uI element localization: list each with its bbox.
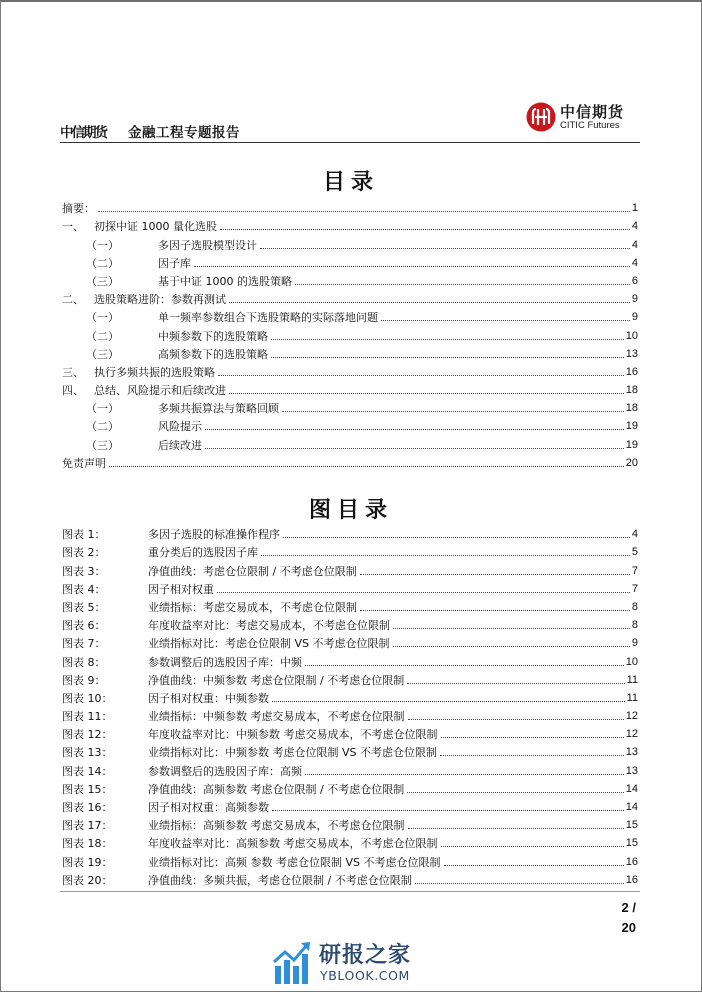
dot-leader [271, 339, 624, 340]
figure-entry[interactable] [62, 523, 638, 541]
figure-entry-page: 13 [625, 764, 638, 777]
dot-leader [271, 357, 624, 358]
toc-entry-label: 后续改进 [158, 438, 202, 452]
toc-entry-number: （二） [86, 256, 119, 270]
dot-leader [381, 320, 630, 321]
figure-entry-number: 图表 10： [62, 691, 113, 705]
toc-entry[interactable] [62, 452, 638, 470]
page-current: 2 [621, 900, 629, 915]
toc-entry[interactable] [62, 415, 638, 433]
dot-leader [360, 610, 630, 611]
figure-entry-label: 业绩指标对比：中频参数 考虑仓位限制 VS 不考虑仓位限制 [148, 746, 437, 760]
figure-entry-label: 业绩指标：中频参数 考虑交易成本，不考虑仓位限制 [148, 710, 405, 724]
toc-entry-number: 三、 [62, 365, 84, 379]
header-report-type: 金融工程专题报告 [128, 125, 240, 141]
dot-leader [229, 393, 624, 394]
rising-bar-chart-icon [273, 940, 313, 984]
toc-entry-label: 总结、风险提示和后续改进 [94, 384, 226, 398]
dot-leader [98, 211, 630, 212]
figure-entry[interactable] [62, 832, 638, 850]
toc-entry-page: 9 [631, 311, 638, 324]
figure-entry-label: 参数调整后的选股因子库：高频 [148, 764, 302, 778]
figure-entry[interactable] [62, 778, 638, 796]
dot-leader [393, 646, 630, 647]
figure-entry-number: 图表 15： [62, 782, 113, 796]
toc-entry-page: 1 [631, 202, 638, 215]
toc-entry-number: （三） [86, 274, 119, 288]
figure-entry-number: 图表 2： [62, 546, 106, 560]
figure-entry-label: 业绩指标对比：考虑仓位限制 VS 不考虑仓位限制 [148, 637, 390, 651]
toc-entry-label: 多因子选股模型设计 [158, 238, 257, 252]
figure-entry-page: 4 [631, 528, 638, 541]
toc-entry-number: （二） [86, 329, 119, 343]
figure-entry[interactable] [62, 723, 638, 741]
footer-divider [60, 891, 640, 892]
figure-entry-label: 参数调整后的选股因子库：中频 [148, 655, 302, 669]
dot-leader [444, 865, 624, 866]
figure-entry[interactable] [62, 850, 638, 868]
toc-entry-page: 6 [631, 274, 638, 287]
toc-entry[interactable] [62, 324, 638, 342]
toc-entry[interactable] [62, 233, 638, 251]
figure-entry[interactable] [62, 814, 638, 832]
toc-entry[interactable] [62, 197, 638, 215]
figure-entry[interactable] [62, 541, 638, 559]
page-header [60, 96, 638, 140]
figure-entry-label: 净值曲线：中频参数 考虑仓位限制 / 不考虑仓位限制 [148, 673, 405, 687]
figure-entry-label: 因子相对权重：中频参数 [148, 691, 269, 705]
dot-leader [407, 683, 624, 684]
toc-entry-number: （一） [86, 402, 119, 416]
toc-entry[interactable] [62, 252, 638, 270]
header-company: 中信期货 [60, 125, 106, 141]
figure-entry-number: 图表 11： [62, 710, 113, 724]
toc-entry-label: 初探中证 1000 量化选股 [94, 220, 217, 234]
toc-entry-page: 19 [625, 438, 638, 451]
figure-entry-number: 图表 4： [62, 582, 106, 596]
figure-entry[interactable] [62, 705, 638, 723]
figure-entry-number: 图表 8： [62, 655, 106, 669]
table-of-contents [62, 197, 638, 470]
toc-entry-page: 13 [625, 347, 638, 360]
figure-entry[interactable] [62, 796, 638, 814]
dot-leader [415, 883, 624, 884]
toc-entry-number: 四、 [62, 384, 84, 398]
figure-entry-number: 图表 12： [62, 728, 113, 742]
figure-entry-label: 因子相对权重 [148, 582, 214, 596]
page-separator: / [632, 900, 636, 915]
header-divider [60, 142, 640, 143]
dot-leader [272, 701, 625, 702]
dot-leader [393, 628, 630, 629]
figure-entry-number: 图表 16： [62, 801, 113, 814]
citic-futures-logo [526, 100, 638, 136]
toc-entry-label: 单一频率参数组合下选股策略的实际落地问题 [158, 311, 378, 325]
figure-entry-page: 11 [626, 673, 638, 686]
toc-entry-label: 高频参数下的选股策略 [158, 347, 268, 361]
logo-name-en: CITIC Futures [560, 120, 620, 131]
figure-entry[interactable] [62, 759, 638, 777]
figure-entry-number: 图表 3： [62, 564, 106, 578]
watermark [273, 940, 433, 988]
toc-entry-label: 摘要： [62, 202, 95, 216]
figure-entry-number: 图表 1： [62, 528, 106, 542]
toc-entry-page: 4 [631, 238, 638, 251]
toc-entry-label: 执行多频共振的选股策略 [94, 365, 215, 379]
dot-leader [220, 229, 630, 230]
figure-list [62, 523, 638, 887]
dot-leader [441, 846, 624, 847]
dot-leader [408, 828, 624, 829]
dot-leader [218, 375, 624, 376]
dot-leader [260, 248, 630, 249]
figure-entry-label: 年度收益率对比：中频参数 考虑交易成本，不考虑仓位限制 [148, 728, 438, 742]
figure-entry-page: 9 [631, 637, 638, 650]
figure-entry-page: 15 [625, 837, 638, 850]
toc-entry[interactable] [62, 433, 638, 451]
toc-entry-number: （三） [86, 347, 119, 361]
dot-leader [408, 719, 624, 720]
toc-entry[interactable] [62, 397, 638, 415]
toc-entry-label: 因子库 [158, 256, 191, 270]
dot-leader [360, 574, 630, 575]
figure-entry-label: 业绩指标对比：高频 参数 考虑仓位限制 VS 不考虑仓位限制 [148, 855, 441, 869]
dot-leader [205, 448, 624, 449]
toc-entry-number: 二、 [62, 293, 84, 307]
figure-entry-label: 业绩指标：考虑交易成本，不考虑仓位限制 [148, 600, 357, 614]
figure-entry-page: 14 [625, 801, 638, 813]
toc-entry-number: （二） [86, 420, 119, 434]
figure-entry-label: 净值曲线：考虑仓位限制 / 不考虑仓位限制 [148, 564, 357, 578]
dot-leader [305, 774, 624, 775]
figure-entry[interactable] [62, 741, 638, 759]
dot-leader [440, 755, 624, 756]
toc-entry[interactable] [62, 361, 638, 379]
toc-entry-page: 4 [631, 256, 638, 269]
figure-entry-page: 7 [631, 564, 638, 577]
toc-entry[interactable] [62, 215, 638, 233]
toc-entry-page: 16 [625, 365, 638, 378]
dot-leader [282, 411, 624, 412]
toc-entry[interactable] [62, 343, 638, 361]
dot-leader [229, 302, 630, 303]
figure-entry-page: 5 [631, 546, 638, 559]
toc-entry-label: 风险提示 [158, 420, 202, 434]
figure-entry-page: 12 [625, 728, 638, 741]
dot-leader [283, 537, 630, 538]
toc-entry-number: （三） [86, 438, 119, 452]
citic-emblem-icon [526, 102, 556, 132]
toc-title: 目录 [322, 170, 379, 195]
figure-entry-label: 净值曲线：高频参数 考虑仓位限制 / 不考虑仓位限制 [148, 782, 405, 796]
figure-entry-page: 10 [625, 655, 638, 668]
toc-entry-page: 20 [625, 456, 638, 469]
toc-entry[interactable] [62, 270, 638, 288]
dot-leader [295, 284, 630, 285]
figure-entry-label: 年度收益率对比：考虑交易成本，不考虑仓位限制 [148, 619, 390, 633]
toc-entry-page: 18 [625, 402, 638, 415]
figure-entry-page: 14 [625, 782, 638, 795]
dot-leader [205, 429, 624, 430]
figure-entry[interactable] [62, 669, 638, 687]
dot-leader [305, 665, 624, 666]
figure-entry-number: 图表 6： [62, 619, 106, 633]
dot-leader [441, 737, 624, 738]
figure-entry[interactable] [62, 632, 638, 650]
dot-leader [261, 555, 630, 556]
figure-entry-label: 多因子选股的标准操作程序 [148, 528, 280, 542]
figure-entry-page: 11 [626, 691, 638, 704]
figure-entry-page: 16 [625, 873, 638, 886]
figure-entry-page: 12 [625, 710, 638, 723]
figure-entry-label: 业绩指标：高频参数 考虑交易成本，不考虑仓位限制 [148, 819, 405, 833]
dot-leader [272, 810, 624, 811]
figure-entry-page: 8 [631, 619, 638, 632]
toc-entry-page: 4 [631, 220, 638, 233]
toc-entry-label: 选股策略进阶：参数再测试 [94, 293, 226, 307]
toc-entry-number: 一、 [62, 220, 84, 234]
toc-entry[interactable] [62, 379, 638, 397]
toc-entry-page: 18 [625, 384, 638, 397]
watermark-text-cn: 研报之家 [319, 943, 412, 968]
figure-list-title: 图目录 [308, 498, 393, 523]
toc-entry-number: （一） [86, 311, 119, 325]
figure-entry-page: 15 [625, 819, 638, 832]
dot-leader [217, 592, 630, 593]
figure-entry[interactable] [62, 614, 638, 632]
figure-entry[interactable] [62, 869, 638, 887]
page-total: 20 [621, 920, 636, 935]
figure-entry-number: 图表 14： [62, 764, 113, 778]
figure-entry-page: 16 [625, 855, 638, 868]
figure-entry-number: 图表 18： [62, 837, 113, 851]
figure-entry-number: 图表 20： [62, 873, 113, 887]
dot-leader [407, 792, 624, 793]
figure-entry-label: 年度收益率对比：高频参数 考虑交易成本，不考虑仓位限制 [148, 837, 438, 851]
toc-entry[interactable] [62, 306, 638, 324]
watermark-text-en: YBLOOK.COM [320, 968, 410, 983]
logo-name-cn: 中信期货 [560, 103, 625, 121]
figure-entry-number: 图表 13： [62, 746, 113, 760]
figure-entry[interactable] [62, 650, 638, 668]
header-title [60, 121, 240, 141]
toc-entry-label: 基于中证 1000 的选股策略 [158, 274, 292, 288]
figure-entry-number: 图表 9： [62, 673, 106, 687]
figure-entry[interactable] [62, 559, 638, 577]
toc-entry-number: （一） [86, 238, 119, 252]
page-number [622, 898, 636, 938]
figure-entry-label: 重分类后的选股因子库 [148, 546, 258, 560]
toc-entry-page: 19 [625, 420, 638, 433]
figure-entry-number: 图表 7： [62, 637, 106, 651]
figure-entry-page: 7 [631, 582, 638, 595]
toc-entry-label: 中频参数下的选股策略 [158, 329, 268, 343]
figure-entry-number: 图表 19： [62, 855, 113, 869]
toc-entry-label: 多频共振算法与策略回顾 [158, 402, 279, 416]
figure-entry-label: 因子相对权重：高频参数 [148, 801, 269, 814]
figure-entry-number: 图表 17： [62, 819, 113, 833]
figure-entry-label: 净值曲线：多频共振，考虑仓位限制 / 不考虑仓位限制 [148, 873, 412, 887]
toc-entry-label: 免责声明 [62, 456, 106, 470]
toc-entry[interactable] [62, 288, 638, 306]
figure-entry-page: 8 [631, 600, 638, 613]
figure-entry[interactable] [62, 596, 638, 614]
toc-entry-page: 9 [631, 293, 638, 306]
toc-entry-page: 10 [625, 329, 638, 342]
figure-entry-number: 图表 5： [62, 600, 106, 614]
figure-entry[interactable] [62, 578, 638, 596]
dot-leader [109, 466, 624, 467]
dot-leader [194, 266, 630, 267]
figure-entry[interactable] [62, 687, 638, 705]
figure-entry-page: 13 [625, 746, 638, 759]
